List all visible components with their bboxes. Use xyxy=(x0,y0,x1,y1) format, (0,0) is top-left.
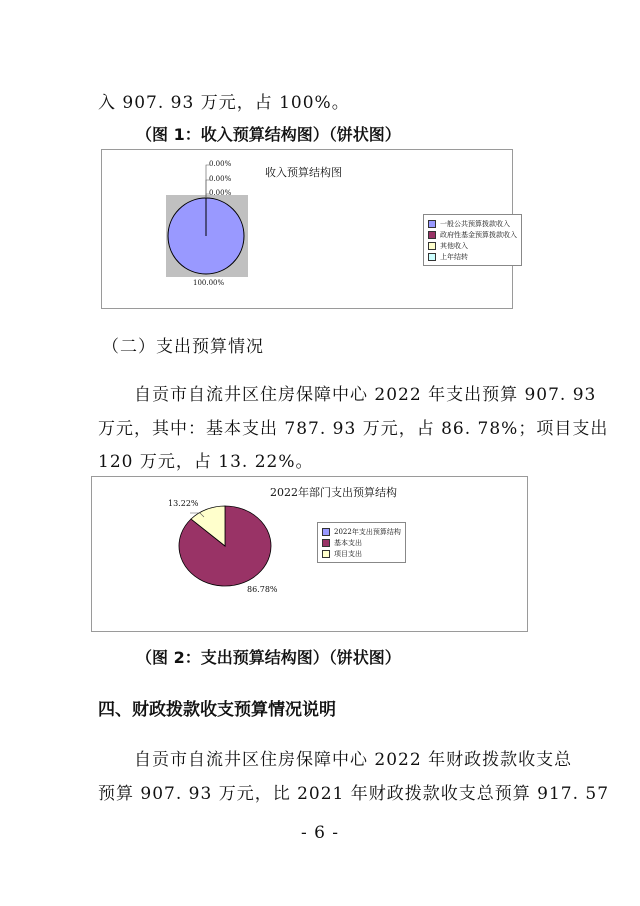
chart2-label-project: 13.22% xyxy=(168,499,199,508)
legend-label: 政府性基金预算拨款收入 xyxy=(440,230,517,239)
expenditure-pie-chart xyxy=(91,476,528,632)
chart1-label-1: 0.00% xyxy=(209,175,232,183)
paragraph-expenditure-line3: 120 万元，占 13. 22%。 xyxy=(98,452,314,472)
chart1-label-main: 100.00% xyxy=(193,279,225,287)
legend-swatch xyxy=(322,539,330,547)
section-expenditure-heading: （二）支出预算情况 xyxy=(102,337,264,357)
paragraph-income-end: 入 907. 93 万元，占 100%。 xyxy=(98,93,350,113)
paragraph-expenditure-line1: 自贡市自流井区住房保障中心 2022 年支出预算 907. 93 xyxy=(134,385,597,405)
paragraph-expenditure-line2: 万元，其中：基本支出 787. 93 万元，占 86. 78%；项目支出 xyxy=(98,419,609,439)
legend-swatch xyxy=(428,231,436,239)
legend-label: 其他收入 xyxy=(440,241,468,250)
legend-swatch xyxy=(322,528,330,536)
chart1-legend-item xyxy=(428,229,517,240)
legend-label: 项目支出 xyxy=(334,549,362,558)
chart2-svg xyxy=(92,477,527,631)
income-pie-chart xyxy=(101,149,517,309)
figure2-caption: （图 2：支出预算结构图）（饼状图） xyxy=(136,648,401,667)
section-four-heading: 四、财政拨款收支预算情况说明 xyxy=(98,700,336,720)
chart1-title: 收入预算结构图 xyxy=(265,166,342,179)
chart1-legend-item xyxy=(428,251,517,262)
legend-swatch xyxy=(322,550,330,558)
legend-swatch xyxy=(428,220,436,228)
chart2-legend-item xyxy=(322,537,401,548)
legend-label: 一般公共预算拨款收入 xyxy=(440,219,510,228)
paragraph-fiscal-line1: 自贡市自流井区住房保障中心 2022 年财政拨款收支总 xyxy=(134,750,573,770)
chart2-legend xyxy=(317,522,406,563)
legend-label: 2022年支出预算结构 xyxy=(334,527,401,536)
chart2-legend-item xyxy=(322,526,401,537)
paragraph-fiscal-line2: 预算 907. 93 万元，比 2021 年财政拨款收支总预算 917. 57 xyxy=(98,784,610,804)
figure1-caption: （图 1：收入预算结构图）（饼状图） xyxy=(136,125,401,144)
legend-swatch xyxy=(428,253,436,261)
chart2-legend-item xyxy=(322,548,401,559)
legend-swatch xyxy=(428,242,436,250)
legend-label: 基本支出 xyxy=(334,538,362,547)
page-number: - 6 - xyxy=(300,823,340,843)
legend-label: 上年结转 xyxy=(440,252,468,261)
chart1-label-2: 0.00% xyxy=(209,189,232,197)
chart1-legend xyxy=(423,214,522,266)
chart1-legend-item xyxy=(428,218,517,229)
chart1-label-0: 0.00% xyxy=(209,160,232,168)
chart1-legend-item xyxy=(428,240,517,251)
chart2-label-basic: 86.78% xyxy=(247,585,278,594)
chart2-title: 2022年部门支出预算结构 xyxy=(270,486,397,499)
